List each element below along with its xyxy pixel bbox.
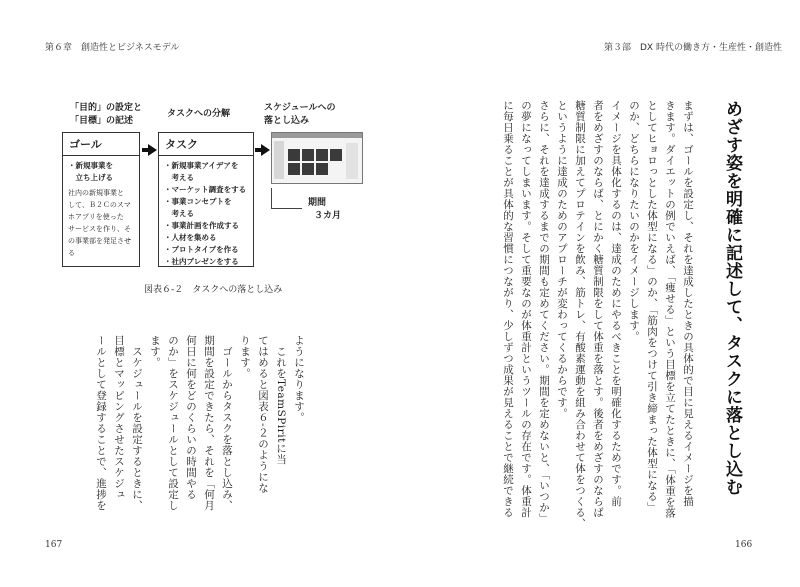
- body-line: 何日に何をどのくらいの時間やる: [185, 335, 197, 500]
- body-line: まずは、ゴールを設定し、それを達成したときの具体的で目に見えるイメージを描: [682, 100, 694, 507]
- body-line: てはめると図表６-２のようにな: [257, 335, 269, 494]
- body-line: ようになります。: [293, 335, 305, 423]
- figure-label-schedule: スケジュールへの 落とし込み: [264, 103, 336, 126]
- body-line: のか」をスケジュールとして設定し: [167, 335, 179, 511]
- task-box: [158, 132, 254, 267]
- body-line: スケジュールを設定するときに、: [131, 335, 143, 511]
- task-item: ・社内プレゼンをする: [164, 257, 239, 266]
- period-label: 期間: [308, 198, 327, 208]
- body-line: さらに、それを達成するまでの期間も定めてください。期間を定めないと、「いつか」: [538, 100, 550, 524]
- body-line: 目標とマッピングさせたスケジュ: [113, 335, 125, 500]
- body-line: ゴールからタスクを落とし込み、: [221, 335, 233, 511]
- body-line: これをTeamSPiritに当: [275, 335, 287, 465]
- goal-note: 社内の新規事業と して、Ｂ２Ｃのスマ ホアプリを使った サービスを作り、そ の事業部を発足させ る: [68, 189, 131, 257]
- task-item: ・マーケット調査をする: [164, 185, 247, 194]
- period-value: ３カ月: [314, 211, 342, 221]
- left-page-body: [92, 335, 308, 530]
- goal-bullet: ・新規事業を: [68, 161, 113, 170]
- figure-label-goal: 「目的」の設定と 「目標」の記述: [70, 103, 143, 126]
- task-list: [159, 156, 253, 272]
- body-line: に毎日乗ることが具体的な習慣につながり、少しずつ成果が見えることで継続できる: [502, 100, 514, 518]
- arrow-right-icon: [255, 144, 270, 156]
- schedule-screenshot: [271, 132, 363, 184]
- right-page-body: [499, 100, 697, 529]
- body-line: 者をめざすのならば、とにかく糖質制限をして体重を落とす。後者をめざすのならば: [592, 100, 604, 518]
- body-line: イメージを具体化するのは、達成のためにやるべきことを明確化するためです。前: [610, 100, 622, 507]
- task-item: ・人材を集める: [164, 233, 217, 242]
- body-line: の夢になってしまいます。そして重要なのが体重計というツールの存在です。体重計: [520, 100, 532, 518]
- arrow-right-icon: [142, 144, 157, 156]
- task-item: 考える: [164, 209, 194, 218]
- task-item: 考える: [164, 173, 194, 182]
- right-running-header: 第３部 DX 時代の働き方・生産性・創造性: [604, 43, 782, 53]
- page-number-right: 166: [735, 540, 753, 550]
- goal-title: ゴール: [63, 133, 139, 156]
- page-number-left: 167: [45, 540, 63, 550]
- body-line: としてヒョロっとした体型になる」のか、「筋肉をつけて引き締まった体型になる」: [646, 100, 658, 513]
- left-running-header: 第６章 創造性とビジネスモデル: [45, 43, 180, 53]
- goal-box: [62, 132, 140, 267]
- task-item: ・新規事業アイデアを: [164, 161, 239, 170]
- body-line: ールとして登録することで、進捗を: [95, 335, 107, 511]
- figure-6-2: [62, 102, 362, 295]
- task-item: ・事業計画を作成する: [164, 221, 239, 230]
- body-line: 糖質制限に加えてプロテインを飲み、筋トレ、有酸素運動を組み合わせて体をつくる、: [574, 100, 586, 529]
- body-line: 期間を設定できたら、それを「何月: [203, 335, 215, 511]
- body-line: きます。ダイエットの例でいえば、「痩せる」という目標を立てたときに、「体重を落: [664, 100, 676, 519]
- body-line: というように達成のためのアプローチが変わってくるからです。: [556, 100, 568, 419]
- figure-caption: 図表６-２ タスクへの落とし込み: [144, 285, 283, 295]
- period-connector: [271, 188, 302, 209]
- section-title: めざす姿を明確に記述して、タスクに落とし込む: [722, 100, 742, 496]
- goal-bullet: 立ち上げる: [68, 173, 113, 182]
- task-item: ・プロトタイプを作る: [164, 245, 239, 254]
- body-line: のか、どちらになりたいのかをイメージします。: [628, 100, 640, 342]
- body-line: ます。: [149, 335, 161, 368]
- task-title: タスク: [159, 133, 253, 156]
- body-line: ります。: [239, 335, 251, 379]
- figure-label-task: タスクへの分解: [167, 109, 231, 119]
- task-item: ・事業コンセプトを: [164, 197, 232, 206]
